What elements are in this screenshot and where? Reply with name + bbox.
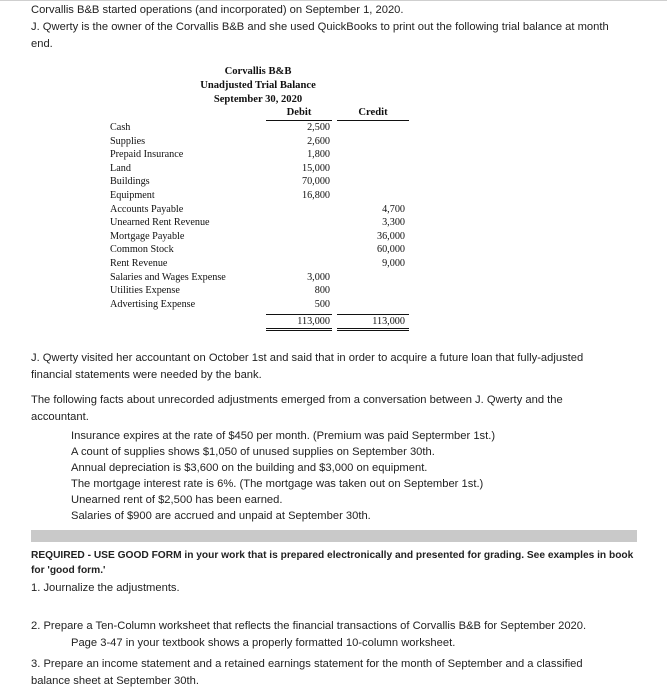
task-1: 1. Journalize the adjustments.: [31, 582, 180, 594]
debit-total-rule-top: [266, 314, 332, 315]
tb-account: Unearned Rent Revenue: [110, 217, 210, 229]
tb-account: Cash: [110, 122, 131, 133]
tb-account: Salaries and Wages Expense: [110, 271, 226, 283]
tb-credit-amount: 4,700: [382, 203, 405, 215]
credit-header-rule: [337, 120, 409, 121]
debit-header-rule: [266, 120, 332, 121]
tb-account: Rent Revenue: [110, 258, 168, 269]
fact-mortgage: The mortgage interest rate is 6%. (The mortgage was taken out on September 1st.): [71, 478, 484, 490]
debit-total: 113,000: [297, 316, 330, 327]
top-divider: [0, 0, 667, 1]
credit-total-rule-top: [337, 314, 409, 315]
tb-credit-amount: 36,000: [376, 230, 405, 242]
tb-debit-amount: 15,000: [301, 162, 330, 174]
tb-account: Supplies: [110, 135, 146, 147]
task-2-line-2: Page 3-47 in your textbook shows a properly formatted 10-column worksheet.: [71, 637, 456, 649]
tb-credit-amount: 9,000: [382, 258, 405, 269]
tb-account: Land: [110, 162, 131, 174]
tb-debit-amount: 800: [314, 285, 330, 297]
tb-debit-amount: 500: [314, 298, 330, 310]
section-divider-bar: [31, 530, 637, 542]
debit-total-rule-bottom-2: [266, 330, 332, 331]
task-2-line-1: 2. Prepare a Ten-Column worksheet that reflects the financial transactions of Corvallis B&B for September 2020.: [31, 620, 587, 632]
visit-line-1: J. Qwerty visited her accountant on October 1st and said that in order to acquire a future loan that fully-adjusted: [31, 352, 584, 364]
tb-account: Equipment: [110, 190, 155, 201]
fact-depreciation: Annual depreciation is $3,600 on the building and $3,000 on equipment.: [71, 462, 428, 474]
tb-debit-amount: 1,800: [307, 149, 330, 161]
task-3-line-1: 3. Prepare an income statement and a retained earnings statement for the month of September and a classified: [31, 658, 583, 670]
intro-line-2: J. Qwerty is the owner of the Corvallis B&B and she used QuickBooks to print out the following trial balance at month: [31, 21, 609, 33]
tb-account: Mortgage Payable: [110, 230, 185, 242]
tb-account: Buildings: [110, 176, 150, 188]
tb-debit-amount: 2,500: [307, 122, 330, 133]
facts-line-2: accountant.: [31, 411, 89, 423]
fact-supplies: A count of supplies shows $1,050 of unused supplies on September 30th.: [71, 446, 435, 458]
debit-header: Debit: [286, 107, 312, 118]
credit-header: Credit: [358, 107, 388, 118]
tb-account: Prepaid Insurance: [110, 149, 184, 161]
fact-salaries: Salaries of $900 are accrued and unpaid at September 30th.: [71, 510, 371, 522]
tb-account: Common Stock: [110, 244, 174, 256]
tb-company: Corvallis B&B: [224, 66, 292, 77]
tb-title: Unadjusted Trial Balance: [200, 80, 316, 91]
required-instructions: REQUIRED - USE GOOD FORM in your work that is prepared electronically and presented for grading. See examples in book for 'good form.': [31, 550, 634, 576]
tb-debit-amount: 3,000: [307, 271, 330, 283]
tb-account: Accounts Payable: [110, 203, 184, 215]
tb-credit-amount: 60,000: [376, 244, 405, 256]
credit-total-rule-bottom-2: [337, 330, 409, 331]
tb-account: Advertising Expense: [110, 298, 196, 310]
credit-total-rule-bottom-1: [337, 328, 409, 329]
tb-debit-amount: 70,000: [301, 176, 330, 188]
task-3-line-2: balance sheet at September 30th.: [31, 675, 199, 687]
fact-insurance: Insurance expires at the rate of $450 per month. (Premium was paid Septermber 1st.): [71, 430, 496, 442]
credit-total: 113,000: [372, 316, 405, 327]
facts-line-1: The following facts about unrecorded adjustments emerged from a conversation between J. Qwerty and the: [31, 394, 563, 406]
tb-debit-amount: 2,600: [307, 135, 330, 147]
tb-credit-amount: 3,300: [382, 217, 405, 229]
fact-unearned-rent: Unearned rent of $2,500 has been earned.: [71, 494, 283, 506]
visit-line-2: financial statements were needed by the bank.: [31, 369, 262, 381]
tb-account: Utilities Expense: [110, 285, 180, 297]
intro-line-1: Corvallis B&B started operations (and incorporated) on September 1, 2020.: [31, 4, 404, 16]
intro-line-3: end.: [31, 38, 53, 50]
tb-date: September 30, 2020: [213, 94, 303, 105]
tb-debit-amount: 16,800: [301, 190, 330, 201]
debit-total-rule-bottom-1: [266, 328, 332, 329]
